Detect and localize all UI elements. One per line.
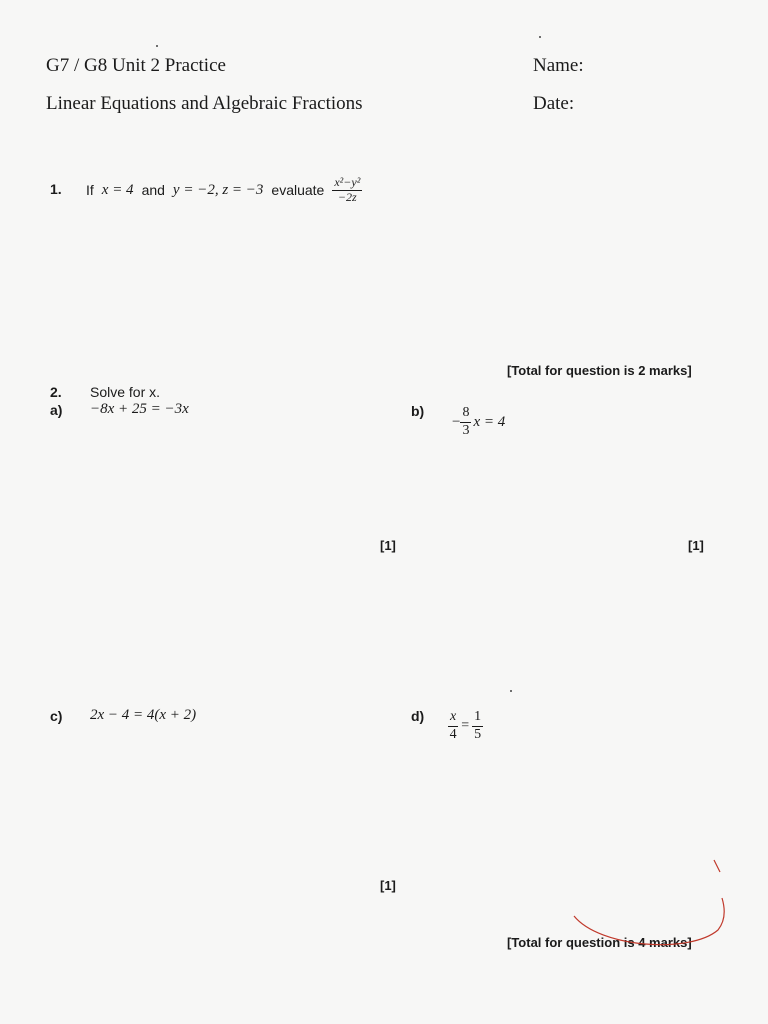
- q2a-marks: [1]: [380, 538, 396, 553]
- q2-number: 2.: [50, 384, 62, 400]
- q2-instruction: Solve for x.: [90, 384, 161, 400]
- q1-yz-assignment: y = −2, z = −3: [172, 181, 264, 198]
- q2d-rhs-numerator: 1: [472, 709, 483, 726]
- course-title: G7 / G8 Unit 2 Practice: [46, 55, 226, 76]
- q2b-denominator: 3: [462, 422, 470, 438]
- q1-evaluate: evaluate: [271, 182, 325, 198]
- q2a-label: a): [50, 402, 63, 418]
- q1-x-assignment: x = 4: [101, 181, 134, 198]
- q1-and: and: [141, 182, 165, 198]
- scan-speck: [156, 45, 158, 47]
- q2d-equals: =: [461, 718, 470, 733]
- name-label: Name:: [533, 55, 584, 76]
- q2b-fraction: [460, 405, 471, 438]
- q1-numerator: x²−y²: [334, 174, 361, 189]
- date-label: Date:: [533, 93, 575, 114]
- worksheet-subtitle: Linear Equations and Algebraic Fractions: [46, 93, 363, 114]
- q2d-lhs-numerator: x: [448, 709, 458, 726]
- q2b-marks: [1]: [688, 538, 704, 553]
- scan-speck: [539, 36, 541, 38]
- pen-arc: [574, 898, 724, 945]
- q1-total-marks: [Total for question is 2 marks]: [507, 363, 692, 378]
- q2-total-marks: [Total for question is 4 marks]: [507, 935, 692, 950]
- q2b-label: b): [411, 403, 425, 419]
- q1-number: 1.: [50, 181, 62, 197]
- q2a-equation: −8x + 25 = −3x: [90, 401, 189, 417]
- q1-expression: [332, 176, 362, 205]
- q1-prompt: [86, 172, 362, 208]
- q2b-numerator: 8: [460, 405, 471, 422]
- q1-denominator: −2z: [337, 189, 357, 204]
- q2c-equation: 2x − 4 = 4(x + 2): [90, 707, 197, 723]
- q2b-rest: x = 4: [473, 413, 506, 430]
- pen-tick: [714, 860, 720, 872]
- q2d-lhs-denominator: 4: [449, 726, 457, 742]
- q1-lead: If: [86, 182, 94, 198]
- q2d-label: d): [411, 708, 425, 724]
- q2b-sign: −: [452, 413, 461, 430]
- q2d-equation: [448, 706, 483, 746]
- red-pen-annotation: [560, 850, 740, 960]
- q2d-rhs-denominator: 5: [474, 726, 482, 742]
- q2c-label: c): [50, 708, 63, 724]
- q2d-lhs-fraction: [448, 709, 458, 742]
- q2c-marks: [1]: [380, 878, 396, 893]
- q2d-rhs-fraction: [472, 709, 483, 742]
- scan-speck: [510, 690, 512, 692]
- q2b-equation: [452, 402, 505, 442]
